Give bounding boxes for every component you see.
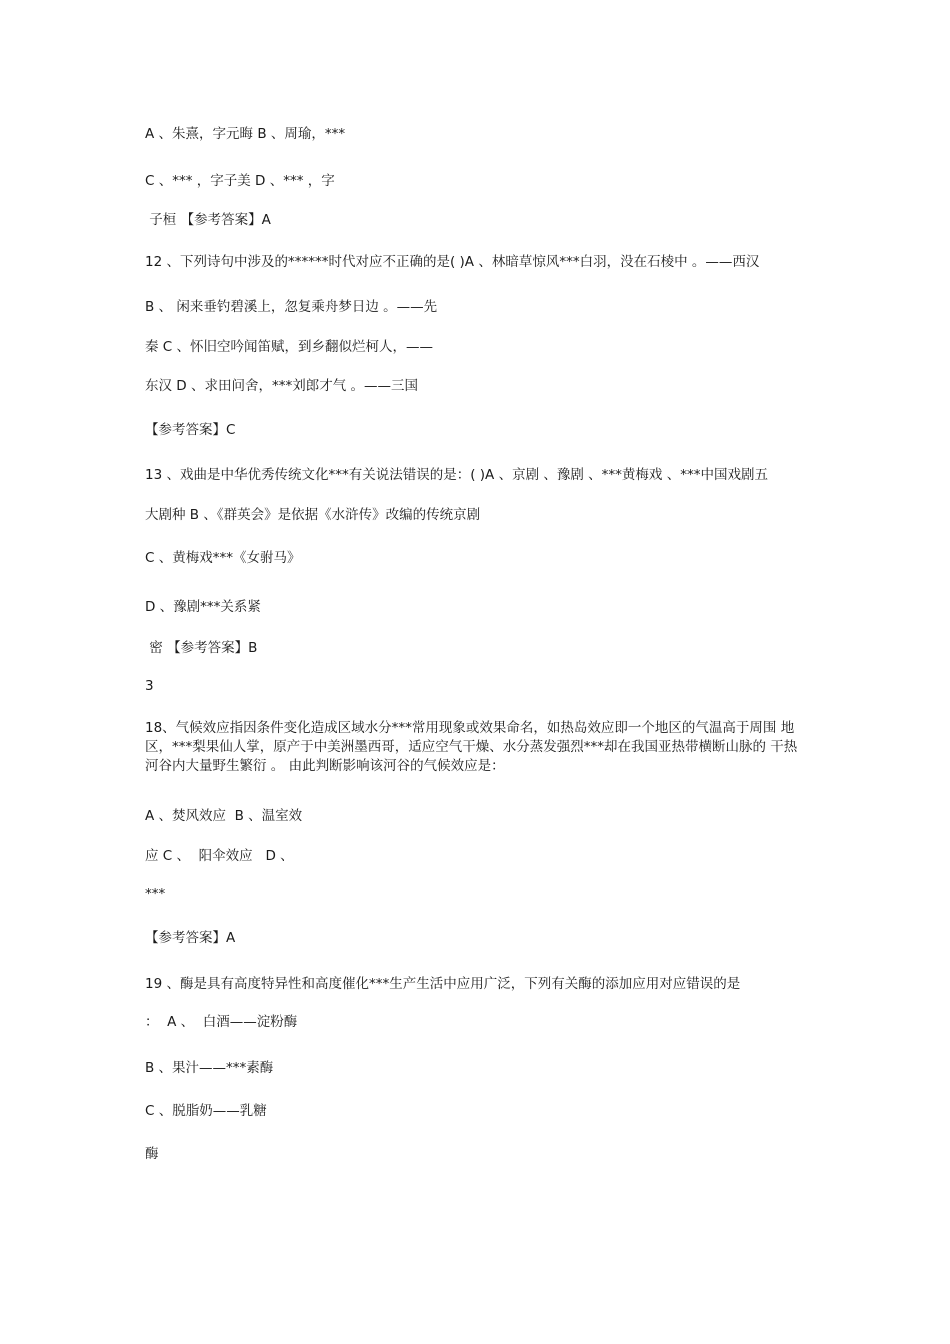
option-line: C 、脱脂奶——乳糖 (145, 1103, 267, 1119)
option-line: 秦 C 、怀旧空吟闻笛赋，到乡翻似烂柯人，—— (145, 339, 434, 355)
option-line: C 、*** ，字子美 D 、*** ，字 (145, 173, 335, 189)
option-line: B 、 闲来垂钓碧溪上，忽复乘舟梦日边 。——先 (145, 299, 438, 315)
answer-line: 【参考答案】C (145, 422, 236, 438)
question-12: 12 、下列诗句中涉及的******时代对应不正确的是( )A 、林暗草惊风***白羽，没在石棱中 。——西汉 (145, 254, 760, 270)
option-line: ： A 、 白酒——淀粉酶 (145, 1014, 298, 1030)
question-19: 19 、酶是具有高度特异性和高度催化***生产生活中应用广泛，下列有关酶的添加应用对应错误的是 (145, 976, 741, 992)
option-line: D 、豫剧***关系紧 (145, 599, 261, 615)
page-number: 3 (145, 678, 154, 694)
option-line: 东汉 D 、求田问舍，***刘郎才气 。——三国 (145, 378, 419, 394)
option-line: 应 C 、 阳伞效应 D 、 (145, 848, 294, 864)
option-line: 酶 (145, 1146, 159, 1162)
option-line: A 、朱熹，字元晦 B 、周瑜，*** (145, 126, 346, 142)
question-18: 18、气候效应指因条件变化造成区域水分***常用现象或效果命名，如热岛效应即一个地区的气温高于周围 地区，***梨果仙人掌，原产于中美洲墨西哥，适应空气干燥、水分蒸发强烈***却在我国亚热带横断山脉的 干热河谷内大量野生繁衍 。 由此判断影响该河谷的气候效应是： (145, 720, 798, 774)
option-line: *** (145, 886, 166, 902)
option-line: 大剧种 B 、《群英会》是依据《水浒传》改编的传统京剧 (145, 507, 481, 523)
answer-line: 子桓 【参考答案】A (145, 212, 271, 228)
question-13: 13 、戏曲是中华优秀传统文化***有关说法错误的是：( )A 、京剧 、豫剧 、***黄梅戏 、***中国戏剧五 (145, 467, 768, 483)
answer-line: 密 【参考答案】B (145, 640, 258, 656)
option-line: A 、焚风效应 B 、温室效 (145, 808, 303, 824)
answer-line: 【参考答案】A (145, 930, 236, 946)
option-line: C 、黄梅戏***《女驸马》 (145, 550, 301, 566)
option-line: B 、果汁——***素酶 (145, 1060, 274, 1076)
